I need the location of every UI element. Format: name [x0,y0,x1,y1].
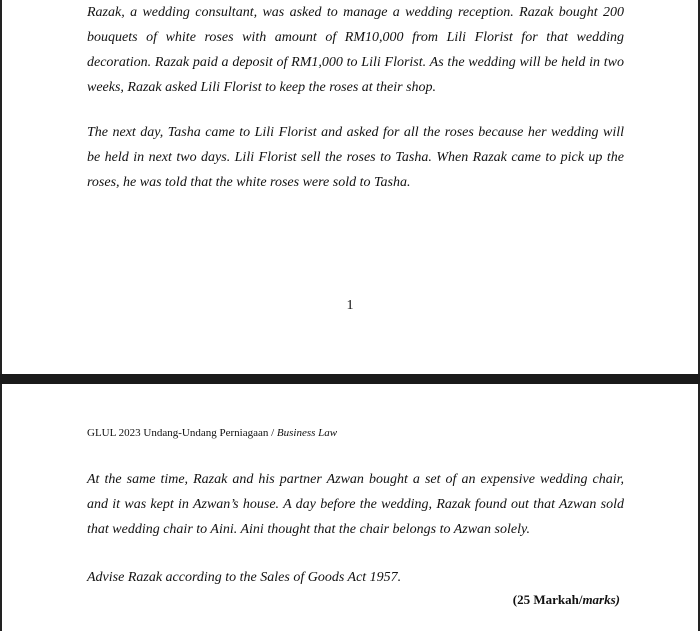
header-english-title: Business Law [276,427,338,439]
text-line: The next day, Tasha came to Lili Florist and asked for all the roses because her wedding will [87,125,624,140]
text-line: be held in next two days. Lili Florist sell the roses to Tasha. When Razak came to pick up the [87,150,624,165]
text-line: Advise Razak according to the Sales of Goods Act 1957. [87,570,402,585]
paragraph-roses-sold [87,120,624,195]
marks-english: marks) [582,592,620,607]
text-line: At the same time, Razak and his partner Azwan bought a set of an expensive wedding chair, [87,472,624,487]
marks-malay: (25 Markah/ [512,592,583,607]
question-text [87,565,624,590]
header-course-title: GLUL 2023 Undang-Undang Perniagaan / [87,427,277,439]
page-number: 1 [346,298,354,313]
paragraph-wedding-chair [87,467,624,542]
marks-label [513,592,620,608]
text-line: weeks, Razak asked Lili Florist to keep the roses at their shop. [87,80,437,95]
page-divider [0,374,700,384]
text-line: that wedding chair to Aini. Aini thought that the chair belongs to Azwan solely. [87,522,530,537]
text-line: Razak, a wedding consultant, was asked to manage a wedding reception. Razak bought 200 [87,5,624,20]
paragraph-roses-purchase [87,0,624,100]
page-header [87,427,337,439]
text-line: and it was kept in Azwan’s house. A day before the wedding, Razak found out that Azwan sold [87,497,624,512]
text-line: bouquets of white roses with amount of RM10,000 from Lili Florist for that wedding [87,30,624,45]
text-line: roses, he was told that the white roses were sold to Tasha. [87,175,411,190]
text-line: decoration. Razak paid a deposit of RM1,000 to Lili Florist. As the wedding will be held in two [87,55,624,70]
